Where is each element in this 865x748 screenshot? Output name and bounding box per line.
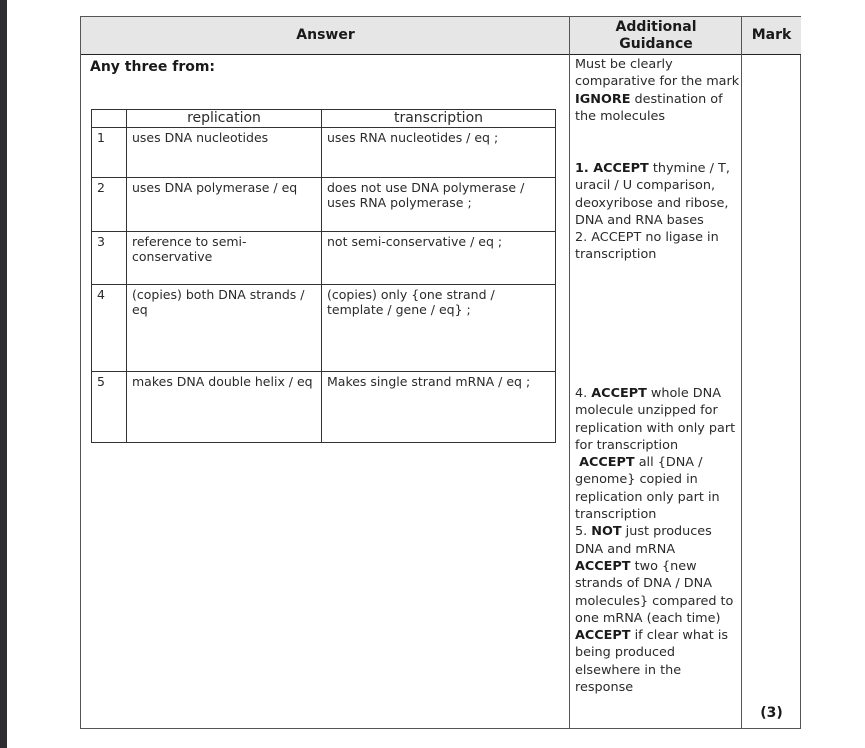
- replication-cell: uses DNA nucleotides: [127, 128, 322, 178]
- guidance-block-points-4-5: [575, 385, 741, 696]
- guidance-text: just produces DNA and mRNA: [575, 524, 712, 557]
- row-number: 2: [92, 178, 127, 232]
- table-row: [92, 232, 556, 285]
- guidance-text: 2. ACCEPT no ligase in transcription: [575, 230, 719, 263]
- comparison-table: [91, 109, 556, 443]
- row-number: 5: [92, 372, 127, 443]
- answer-column-header: Answer: [81, 17, 570, 55]
- guidance-text: if clear what is being produced elsewhere in the response: [575, 628, 729, 696]
- replication-cell: uses DNA polymerase / eq: [127, 178, 322, 232]
- guidance-text: all {DNA / genome} copied in replication only part in transcription: [575, 455, 720, 523]
- table-row: [92, 178, 556, 232]
- guidance-keyword: NOT: [591, 524, 622, 540]
- replication-header: replication: [127, 110, 322, 128]
- num-header: [92, 110, 127, 128]
- guidance-keyword: ACCEPT: [575, 628, 631, 644]
- guidance-text: two {new strands of DNA / DNA molecules} compared to one mRNA (each time): [575, 558, 734, 626]
- comparison-header-row: [92, 110, 556, 128]
- table-row: [92, 285, 556, 372]
- guidance-text: Must be clearly comparative for the mark: [575, 57, 740, 90]
- guidance-point-number: 1.: [575, 161, 594, 176]
- mark-value: (3): [760, 705, 783, 721]
- guidance-column-header: [570, 17, 742, 55]
- guidance-block-points-1-2: [575, 160, 741, 264]
- row-number: 3: [92, 232, 127, 285]
- table-row: [92, 128, 556, 178]
- guidance-header-label: Additional Guidance: [615, 18, 697, 52]
- replication-cell: makes DNA double helix / eq: [127, 372, 322, 443]
- mark-column-header: Mark: [742, 17, 801, 55]
- guidance-point-number: 5.: [575, 524, 592, 540]
- transcription-header: transcription: [322, 110, 556, 128]
- transcription-cell: Makes single strand mRNA / eq ;: [322, 372, 556, 443]
- column-divider: [569, 17, 570, 728]
- replication-cell: reference to semi-conservative: [127, 232, 322, 285]
- guidance-block-general: [575, 56, 741, 125]
- mark-scheme-table: [80, 16, 801, 729]
- transcription-cell: uses RNA nucleotides / eq ;: [322, 128, 556, 178]
- row-number: 4: [92, 285, 127, 372]
- guidance-text: thymine / T, uracil / U comparison, deoxyribose and ribose, DNA and RNA bases: [575, 161, 730, 228]
- viewer-left-edge: [0, 0, 7, 748]
- table-row: [92, 372, 556, 443]
- row-number: 1: [92, 128, 127, 178]
- guidance-keyword: IGNORE: [575, 91, 631, 107]
- guidance-text: destination of the molecules: [575, 91, 723, 124]
- column-divider: [741, 17, 742, 728]
- transcription-cell: (copies) only {one strand / template / gene / eq} ;: [322, 285, 556, 372]
- guidance-keyword: ACCEPT: [591, 386, 647, 401]
- guidance-point-number: 4.: [575, 386, 592, 401]
- replication-cell: (copies) both DNA strands / eq: [127, 285, 322, 372]
- guidance-keyword: ACCEPT: [575, 558, 631, 574]
- guidance-keyword: ACCEPT: [579, 455, 635, 471]
- answer-intro: Any three from:: [90, 59, 216, 75]
- transcription-cell: does not use DNA polymerase / uses RNA polymerase ;: [322, 178, 556, 232]
- transcription-cell: not semi-conservative / eq ;: [322, 232, 556, 285]
- guidance-text: whole DNA molecule unzipped for replication with only part for transcription: [575, 386, 736, 453]
- guidance-keyword: ACCEPT: [593, 161, 649, 176]
